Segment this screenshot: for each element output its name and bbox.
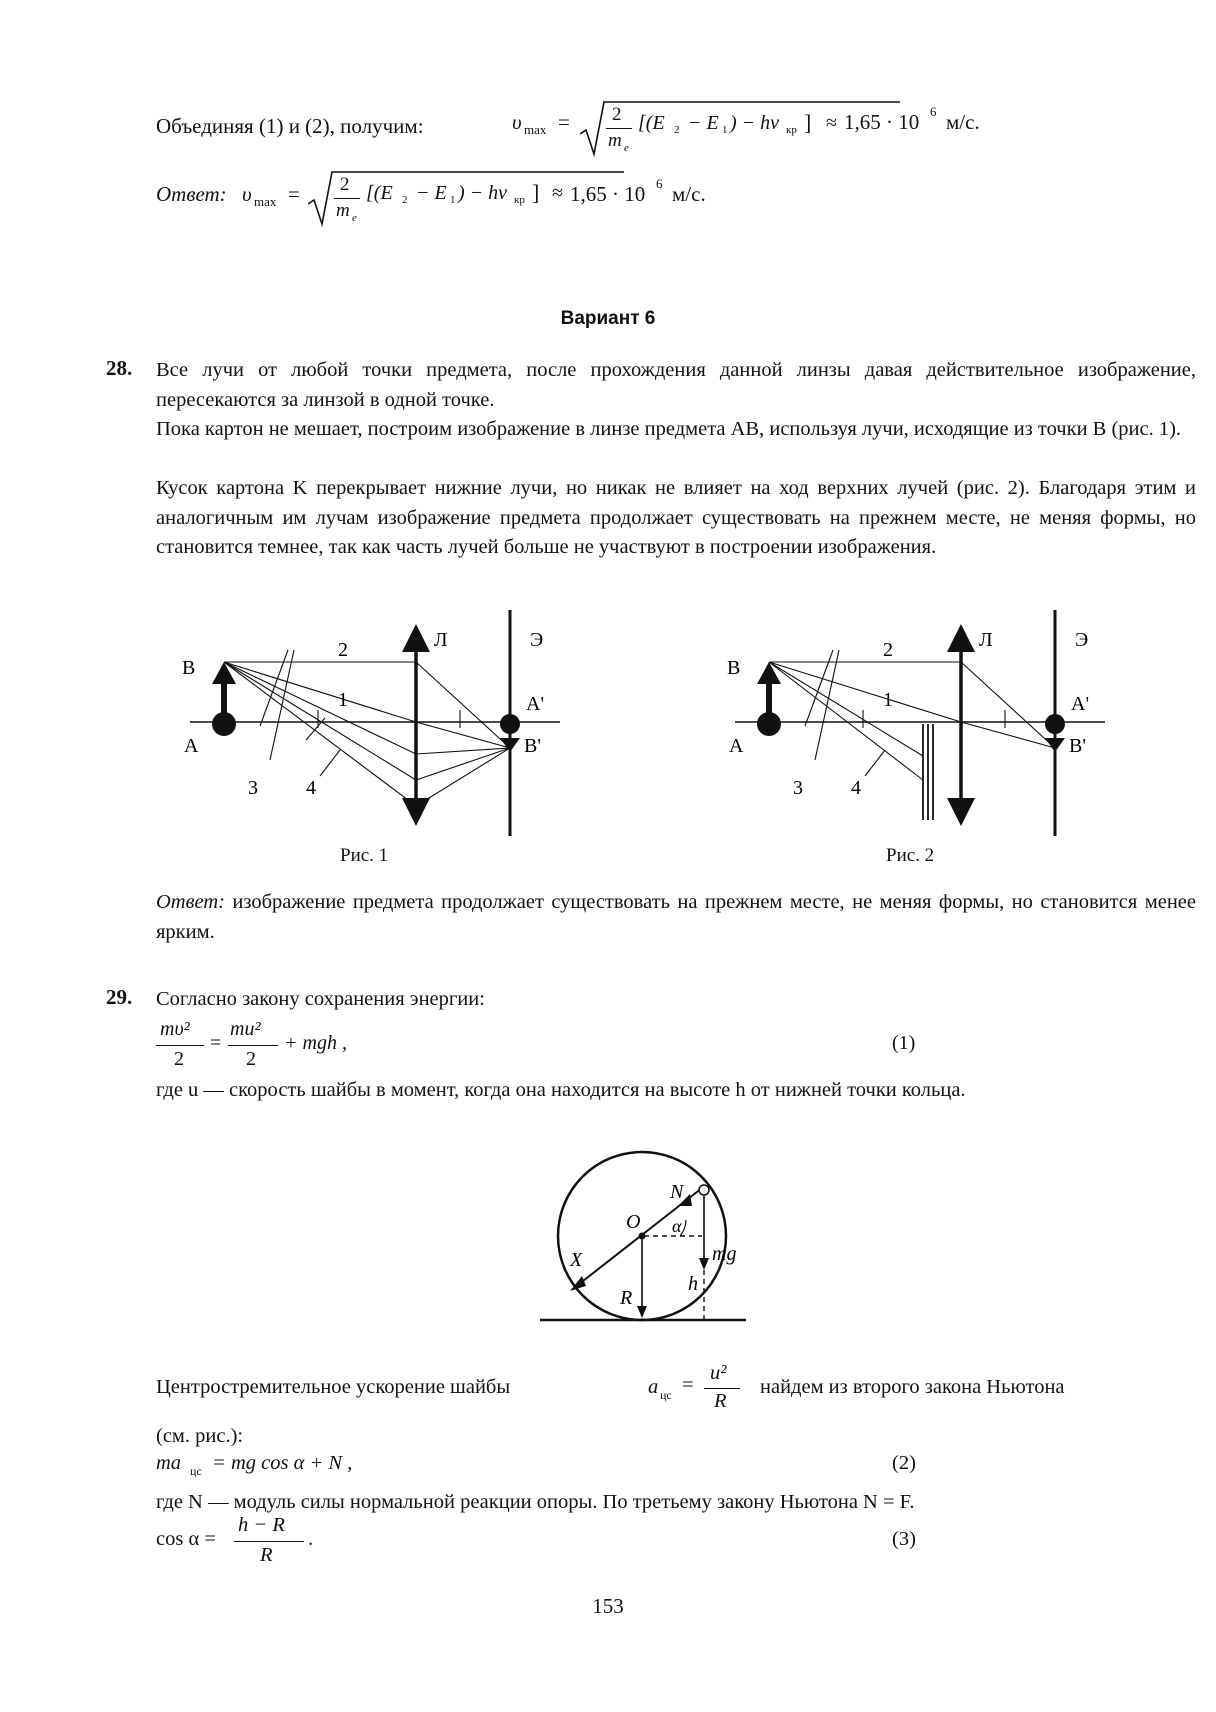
v-sub: max bbox=[524, 122, 547, 137]
bracket-c-sub: кр bbox=[786, 124, 797, 136]
lens-figure-2 bbox=[725, 610, 1105, 840]
q28-p1: Все лучи от любой точки предмета, после прохождения данной линзы давая действительное изображение, пересекаются за линзой в одной точке. bbox=[156, 359, 1196, 411]
point-a-img bbox=[500, 714, 520, 734]
q29-where-u: где u — скорость шайбы в момент, когда она находится на высоте h от нижней точки кольца. bbox=[156, 1079, 966, 1101]
label-b-2: B bbox=[727, 657, 741, 679]
eq1-rhs-den: 2 bbox=[246, 1048, 256, 1070]
label-mg: mg bbox=[712, 1243, 737, 1265]
ring-figure bbox=[530, 1140, 750, 1330]
frac-den-2: m bbox=[336, 200, 350, 221]
result-value-2: 1,65 · 10 bbox=[570, 182, 646, 206]
label-screen-2: Э bbox=[1075, 629, 1089, 651]
q29-where-n: где N — модуль силы нормальной реакции опоры. По третьему закону Ньютона N = F. bbox=[156, 1491, 915, 1513]
eq2 bbox=[156, 1452, 956, 1484]
label-2-2: 2 bbox=[883, 639, 893, 661]
approx-sign: ≈ bbox=[826, 112, 837, 134]
eq1-rhs-bar bbox=[228, 1045, 278, 1046]
bracket-a-sub: 2 bbox=[674, 124, 680, 136]
label-a-2: A bbox=[729, 735, 744, 757]
q28-answer-label: Ответ: bbox=[156, 891, 225, 913]
lens-top-arrow-2 bbox=[947, 624, 975, 652]
bracket-c: ) − hν bbox=[730, 112, 780, 134]
q28-p2: Пока картон не мешает, построим изображение в линзе предмета AB, используя лучи, исходящие из точки B (рис. 1). bbox=[156, 418, 1182, 440]
eq2-lhs: ma bbox=[156, 1452, 182, 1474]
bracket-a-2: [(E bbox=[366, 182, 393, 204]
label-4: 4 bbox=[306, 777, 316, 799]
result-exp-2: 6 bbox=[656, 176, 663, 191]
q28-answer bbox=[156, 888, 1196, 947]
frac-num: 2 bbox=[612, 104, 622, 125]
bracket-b-sub: 1 bbox=[722, 124, 728, 136]
q28-number: 28. bbox=[106, 356, 133, 380]
label-1-2: 1 bbox=[883, 689, 893, 711]
eq1-tag: (1) bbox=[892, 1032, 916, 1054]
approx-sign-2: ≈ bbox=[552, 182, 563, 204]
label-b-img-2: B' bbox=[1069, 735, 1086, 757]
eq3-lhs: cos α = bbox=[156, 1528, 216, 1550]
result-unit-2: м/с. bbox=[672, 182, 706, 206]
equals-sign-2: = bbox=[288, 182, 300, 206]
eq2-tag: (2) bbox=[892, 1452, 916, 1474]
label-a: A bbox=[184, 735, 199, 757]
bracket-close-2: ] bbox=[532, 180, 540, 205]
eq1-lhs-num: mυ² bbox=[160, 1018, 190, 1040]
object-arrow-head bbox=[212, 662, 236, 684]
eq1-lhs-bar bbox=[156, 1045, 204, 1046]
centripetal-text-a: Центростремительное ускорение шайбы bbox=[156, 1376, 511, 1398]
fig1-caption: Рис. 1 bbox=[340, 845, 389, 866]
bracket-c-2: ) − hν bbox=[458, 182, 508, 204]
point-a-2 bbox=[757, 712, 781, 736]
frac-num-2: 2 bbox=[340, 174, 350, 195]
result-unit: м/с. bbox=[946, 110, 980, 134]
bracket-c-sub-2: кр bbox=[514, 194, 525, 206]
label-3: 3 bbox=[248, 777, 258, 799]
eq1: mυ² 2 = mu² 2 + mgh , (1) bbox=[156, 1018, 956, 1076]
answer-label-top: Ответ: bbox=[156, 182, 227, 206]
frac-den-sub-2: e bbox=[352, 212, 357, 224]
eq1-rhs-num: mu² bbox=[230, 1018, 261, 1040]
point-b-img-2 bbox=[1045, 738, 1065, 752]
lens-bottom-arrow bbox=[402, 798, 430, 826]
label-3-2: 3 bbox=[793, 777, 803, 799]
label-x: X bbox=[570, 1249, 583, 1271]
answer-vmax bbox=[156, 168, 856, 230]
label-r: R bbox=[620, 1287, 633, 1309]
bracket-b-2: − E bbox=[416, 182, 447, 204]
page-number: 153 bbox=[592, 1594, 624, 1618]
eq2-lhs-sub: цс bbox=[190, 1464, 202, 1478]
a-frac-bar bbox=[704, 1388, 740, 1389]
cardboard-k bbox=[923, 724, 933, 820]
bracket-b: − E bbox=[688, 112, 719, 134]
label-h: h bbox=[688, 1273, 698, 1295]
result-value: 1,65 · 10 bbox=[844, 110, 920, 134]
lens-figure-1 bbox=[180, 610, 560, 840]
q29-intro: Согласно закону сохранения энергии: bbox=[156, 988, 485, 1010]
label-b: B bbox=[182, 657, 196, 679]
centripetal-line: Центростремительное ускорение шайбы a цс = u² R найдем из второго закона Ньютона bbox=[156, 1362, 1065, 1412]
label-lens-2: Л bbox=[979, 629, 993, 651]
variant-title: Вариант 6 bbox=[560, 308, 656, 329]
formula-vmax-1 bbox=[500, 98, 1060, 160]
q28-p3: Кусок картона K перекрывает нижние лучи, но никак не влияет на ход верхних лучей (рис. 2). Благодаря этим и аналогичным им лучам изображение предмета продолжает существовать на прежнем месте, не меняя формы, но становится темнее, так как часть лучей больше не участвуют в построении изображения. bbox=[156, 477, 1196, 558]
bracket-a: [(E bbox=[638, 112, 665, 134]
mg-arrow bbox=[699, 1258, 709, 1270]
rays-fig1 bbox=[224, 650, 510, 806]
label-o: O bbox=[626, 1211, 641, 1233]
q28-answer-text: изображение предмета продолжает существовать на прежнем месте, не меняя формы, но становится менее ярким. bbox=[156, 891, 1196, 943]
q29-number: 29. bbox=[106, 985, 133, 1009]
centripetal-text-b: найдем из второго закона Ньютона bbox=[760, 1376, 1065, 1398]
eq1-tail: + mgh , bbox=[284, 1032, 347, 1054]
center-o bbox=[639, 1233, 646, 1240]
eq3-den: R bbox=[260, 1544, 273, 1566]
radius-arrow bbox=[637, 1306, 647, 1318]
label-1: 1 bbox=[338, 689, 348, 711]
v-symbol: υ bbox=[512, 110, 522, 134]
frac-den: m bbox=[608, 130, 622, 151]
fig2-caption: Рис. 2 bbox=[886, 845, 935, 866]
lens-top-arrow bbox=[402, 624, 430, 652]
eq3 bbox=[156, 1514, 956, 1574]
v-symbol-2: υ bbox=[242, 182, 252, 206]
label-a-img: A' bbox=[526, 693, 545, 715]
label-lens: Л bbox=[434, 629, 448, 651]
frac-bar bbox=[606, 128, 632, 129]
point-a bbox=[212, 712, 236, 736]
see-fig: (см. рис.): bbox=[156, 1425, 244, 1447]
label-n: N bbox=[670, 1181, 684, 1203]
equals-sign: = bbox=[558, 110, 570, 134]
bracket-close: ] bbox=[804, 110, 812, 135]
a-frac-num: u² bbox=[710, 1362, 727, 1384]
label-screen: Э bbox=[530, 629, 544, 651]
point-a-img-2 bbox=[1045, 714, 1065, 734]
result-exp: 6 bbox=[930, 104, 937, 119]
label-2: 2 bbox=[338, 639, 348, 661]
label-b-img: B' bbox=[524, 735, 541, 757]
frac-den-sub: e bbox=[624, 142, 629, 154]
eq3-num: h − R bbox=[238, 1514, 285, 1536]
bracket-b-sub-2: 1 bbox=[450, 194, 456, 206]
label-a-img-2: A' bbox=[1071, 693, 1090, 715]
rays-fig2 bbox=[769, 650, 1055, 780]
eq3-bar bbox=[234, 1541, 304, 1542]
v-sub-2: max bbox=[254, 194, 277, 209]
object-arrow-head-2 bbox=[757, 662, 781, 684]
bracket-a-sub-2: 2 bbox=[402, 194, 408, 206]
eq3-tag: (3) bbox=[892, 1528, 916, 1550]
eq3-tail: . bbox=[308, 1528, 314, 1550]
eq2-rhs: = mg cos α + N , bbox=[212, 1452, 353, 1474]
a-frac-den: R bbox=[714, 1390, 727, 1412]
lens-bottom-arrow-2 bbox=[947, 798, 975, 826]
combine-text: Объединяя (1) и (2), получим: bbox=[156, 114, 424, 138]
eq1-lhs-den: 2 bbox=[174, 1048, 184, 1070]
label-4-2: 4 bbox=[851, 777, 861, 799]
a-symbol: a bbox=[648, 1376, 659, 1398]
a-sub: цс bbox=[660, 1388, 672, 1402]
label-alpha: α bbox=[672, 1216, 682, 1236]
frac-bar-2 bbox=[334, 198, 360, 199]
puck bbox=[699, 1185, 709, 1195]
